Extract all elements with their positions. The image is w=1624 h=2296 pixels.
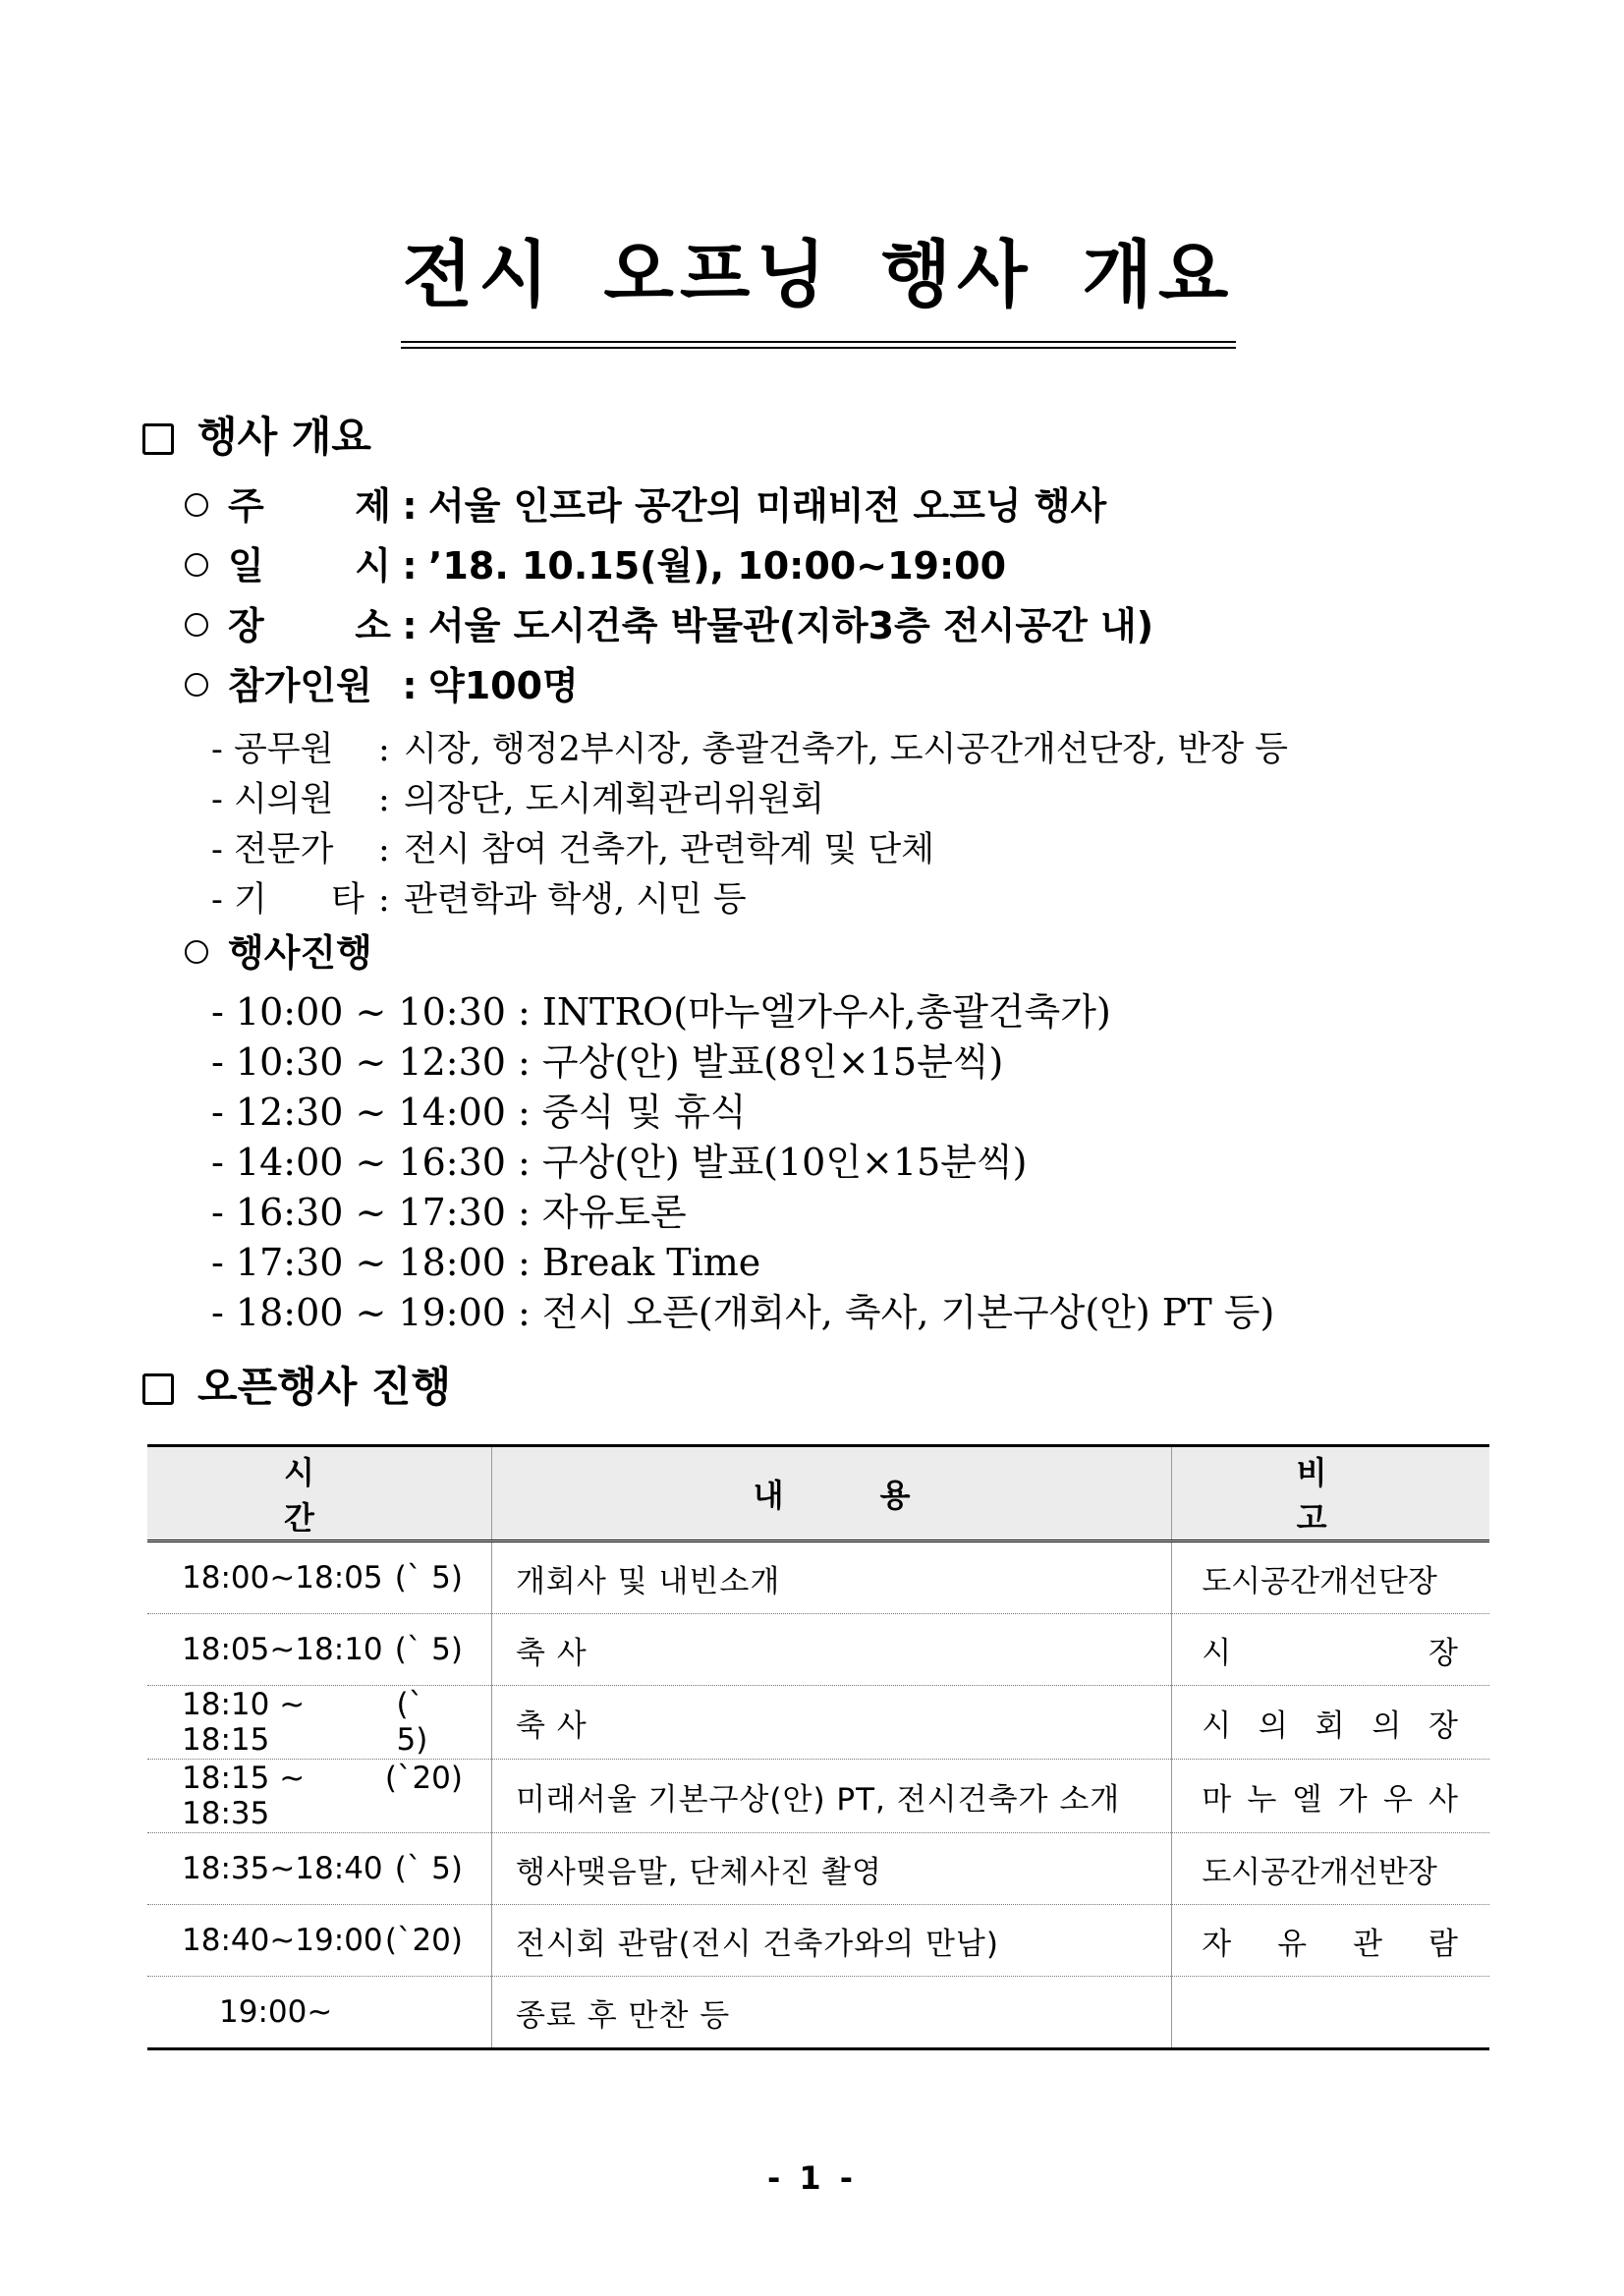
table-row — [147, 1686, 1489, 1760]
participant-label: 시의원 — [233, 780, 334, 819]
content-cell: 행사맺음말, 단체사진 촬영 — [491, 1833, 1171, 1905]
page-title: 전시 오프닝 행사 개요 — [402, 233, 1235, 317]
participant-value: 관련학과 학생, 시민 등 — [403, 880, 747, 920]
participant-label: 공무원 — [233, 730, 334, 769]
title-block — [401, 233, 1236, 317]
overview-item-progress — [185, 928, 372, 978]
item-label: 장 소 — [228, 604, 391, 647]
item-value: 서울 도시건축 박물관(지하3층 전시공간 내) — [428, 604, 1154, 647]
time-cell: 18:10 ~ 18:15 (` 5) — [147, 1686, 491, 1760]
table-header-row — [147, 1446, 1489, 1541]
item-label: 행사진행 — [228, 931, 372, 975]
item-label: 참가인원 — [228, 664, 372, 707]
content-cell: 개회사 및 내빈소개 — [491, 1541, 1171, 1614]
table-row — [147, 1977, 1489, 2049]
table-row — [147, 1614, 1489, 1686]
column-header-note: 비 고 — [1172, 1446, 1489, 1541]
column-header-time: 시 간 — [147, 1446, 491, 1541]
time-cell: 18:05~18:10 (` 5) — [147, 1614, 491, 1686]
note-cell: 도시공간개선단장 — [1172, 1541, 1489, 1614]
content-cell: 축 사 — [491, 1614, 1171, 1686]
item-label: 일 시 — [228, 544, 391, 588]
program-table — [147, 1444, 1489, 2050]
column-header-content: 내 용 — [491, 1446, 1171, 1541]
circle-bullet-icon — [185, 493, 208, 517]
schedule-line: - 12:30 ~ 14:00 : 중식 및 휴식 — [211, 1091, 747, 1134]
schedule-line: - 10:30 ~ 12:30 : 구상(안) 발표(8인×15분씩) — [211, 1040, 1004, 1084]
time-cell: 18:15 ~ 18:35 (`20) — [147, 1760, 491, 1833]
participant-label: 기 타 — [233, 880, 364, 920]
time-cell: 18:35~18:40 (` 5) — [147, 1833, 491, 1905]
participant-value: 의장단, 도시계획관리위원회 — [403, 780, 824, 819]
content-cell: 미래서울 기본구상(안) PT, 전시건축가 소개 — [491, 1760, 1171, 1833]
overview-item-topic: 주 제 : 서울 인프라 공간의 미래비전 오프닝 행사 — [185, 481, 1106, 531]
table-row — [147, 1760, 1489, 1833]
schedule-line: - 17:30 ~ 18:00 : Break Time — [211, 1241, 761, 1284]
circle-bullet-icon — [185, 613, 208, 637]
circle-bullet-icon — [185, 673, 208, 697]
content-cell: 종료 후 만찬 등 — [491, 1977, 1171, 2049]
participant-row: - 기 타 : 관련학과 학생, 시민 등 — [211, 877, 747, 923]
time-cell: 18:00~18:05 (` 5) — [147, 1541, 491, 1614]
section-heading-overview: 행사 개요 — [142, 411, 371, 464]
schedule-line: - 18:00 ~ 19:00 : 전시 오픈(개회사, 축사, 기본구상(안) PT 등) — [211, 1291, 1275, 1334]
circle-bullet-icon — [185, 940, 208, 964]
item-label: 주 제 — [228, 484, 391, 528]
note-cell: 자 유 관 람 — [1172, 1905, 1489, 1977]
item-value: ’18. 10.15(월), 10:00~19:00 — [428, 544, 1007, 588]
schedule-line: - 10:00 ~ 10:30 : INTRO(마누엘가우사,총괄건축가) — [211, 990, 1111, 1034]
title-underline-second — [401, 347, 1236, 349]
table-row — [147, 1905, 1489, 1977]
time-cell: 19:00~ — [147, 1977, 491, 2049]
checkbox-square-icon — [142, 1373, 174, 1405]
circle-bullet-icon — [185, 553, 208, 577]
participant-row: - 시의원 : 의장단, 도시계획관리위원회 — [211, 777, 824, 822]
participant-row: - 공무원 : 시장, 행정2부시장, 총괄건축가, 도시공간개선단장, 반장 등 — [211, 727, 1288, 772]
participant-row: - 전문가 : 전시 참여 건축가, 관련학계 및 단체 — [211, 827, 934, 872]
checkbox-square-icon — [142, 423, 174, 455]
item-value: 약100명 — [428, 664, 579, 707]
note-cell — [1172, 1977, 1489, 2049]
note-cell: 시 장 — [1172, 1614, 1489, 1686]
title-underline — [401, 341, 1236, 343]
note-cell: 마 누 엘 가 우 사 — [1172, 1760, 1489, 1833]
item-value: 서울 인프라 공간의 미래비전 오프닝 행사 — [428, 484, 1107, 528]
note-cell: 도시공간개선반장 — [1172, 1833, 1489, 1905]
overview-item-venue: 장 소 : 서울 도시건축 박물관(지하3층 전시공간 내) — [185, 601, 1153, 650]
content-cell: 전시회 관람(전시 건축가와의 만남) — [491, 1905, 1171, 1977]
schedule-line: - 14:00 ~ 16:30 : 구상(안) 발표(10인×15분씩) — [211, 1141, 1028, 1184]
overview-item-datetime: 일 시 : ’18. 10.15(월), 10:00~19:00 — [185, 541, 1006, 590]
participant-label: 전문가 — [233, 830, 334, 869]
time-cell: 18:40~19:00 (`20) — [147, 1905, 491, 1977]
content-cell: 축 사 — [491, 1686, 1171, 1760]
page-number: - 1 - — [766, 2159, 858, 2197]
schedule-line: - 16:30 ~ 17:30 : 자유토론 — [211, 1191, 687, 1234]
participant-value: 시장, 행정2부시장, 총괄건축가, 도시공간개선단장, 반장 등 — [403, 730, 1288, 769]
participant-value: 전시 참여 건축가, 관련학계 및 단체 — [403, 830, 935, 869]
overview-item-attendees: 참가인원 : 약100명 — [185, 661, 579, 710]
note-cell: 시 의 회 의 장 — [1172, 1686, 1489, 1760]
section-heading-open-event: 오픈행사 진행 — [142, 1361, 451, 1414]
table-row — [147, 1541, 1489, 1614]
table-row — [147, 1833, 1489, 1905]
